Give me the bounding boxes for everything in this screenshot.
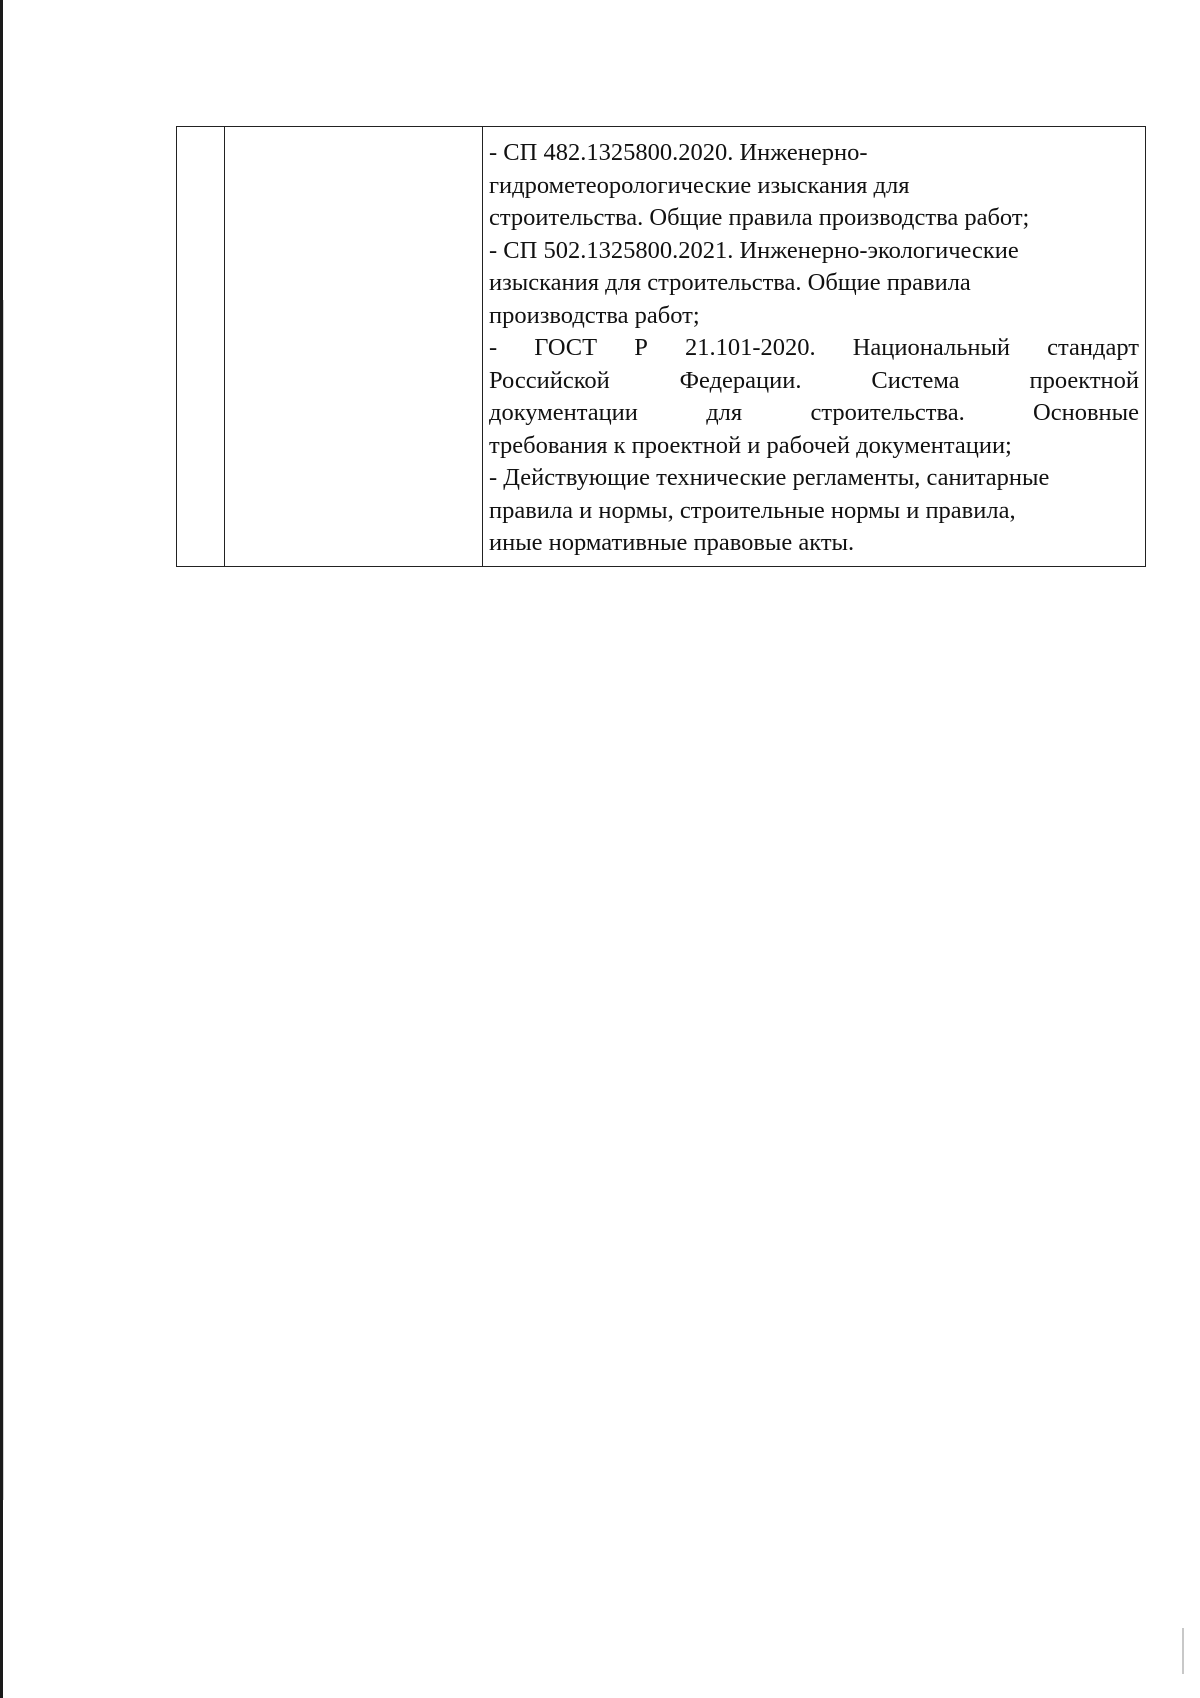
table-row [177,127,1146,567]
content-line: - СП 502.1325800.2021. Инженерно-экологические [489,236,1019,264]
content-line: - Действующие технические регламенты, санитарные [489,464,1050,491]
content-line: гидрометеорологические изыскания для [489,171,910,199]
scan-mark [1182,1628,1184,1674]
row-name-cell [225,127,483,567]
content-line: Российской Федерации. Система проектной [489,366,1139,394]
content-line: документации для строительства. Основные [489,399,1139,426]
content-line: правила и нормы, строительные нормы и правила, [489,496,1016,524]
content-line: требования к проектной и рабочей документации; [489,431,1012,459]
content-line: изыскания для строительства. Общие правила [489,269,971,296]
regulations-list [483,127,1145,566]
row-content-cell [483,127,1146,567]
content-line: производства работ; [489,301,700,329]
scan-edge-shadow [3,300,4,1500]
content-line: - ГОСТ Р 21.101-2020. Национальный стандарт [489,334,1139,361]
content-line: - СП 482.1325800.2020. Инженерно- [489,139,868,166]
content-line: иные нормативные правовые акты. [489,529,855,556]
requirements-table [176,126,1146,567]
row-number-cell [177,127,225,567]
content-line: строительства. Общие правила производства работ; [489,204,1030,231]
